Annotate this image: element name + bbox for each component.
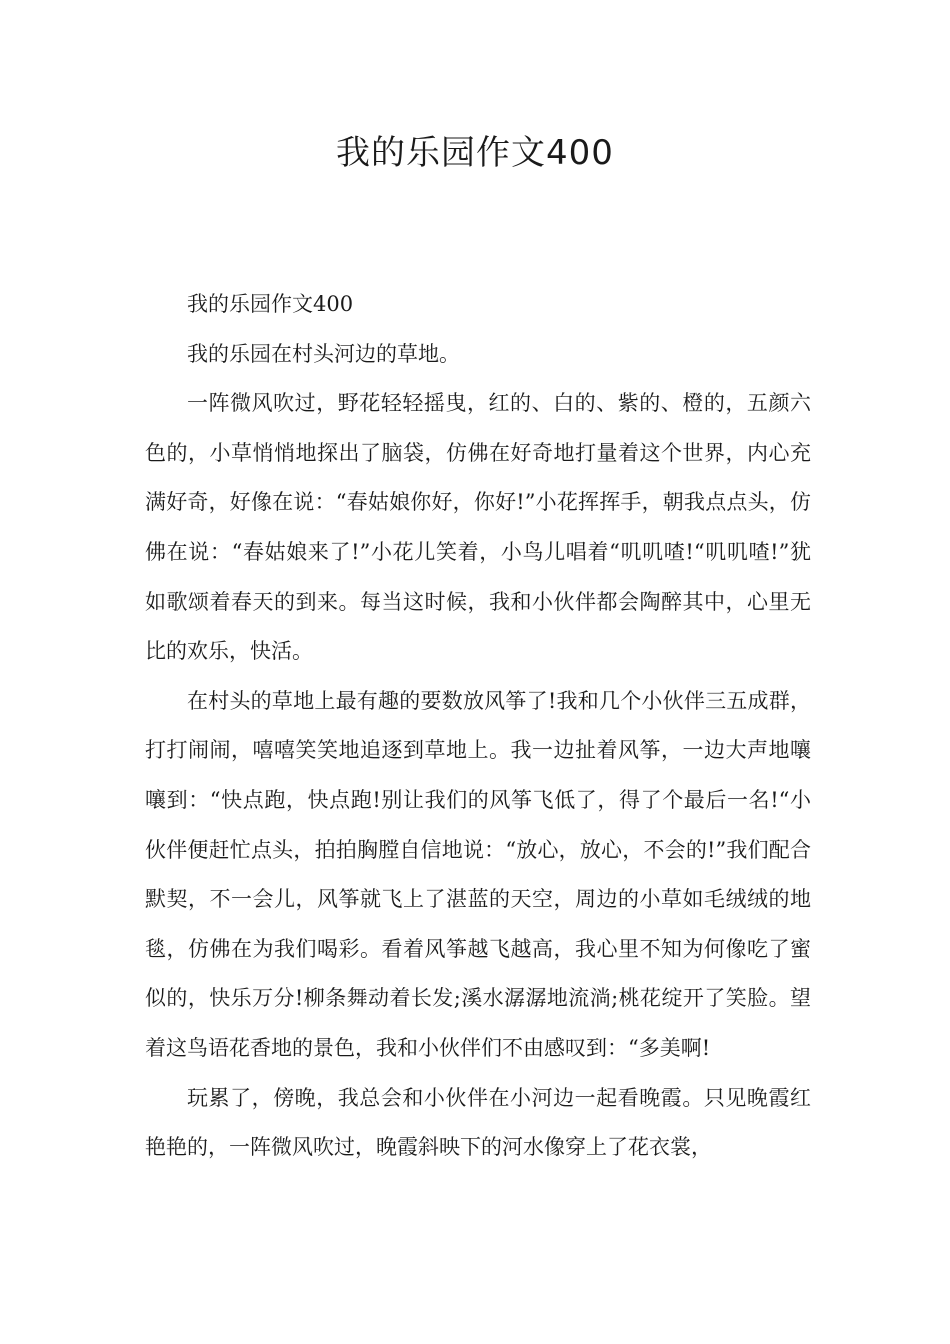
document-body bbox=[145, 280, 811, 1173]
document-title: 我的乐园作文400 bbox=[336, 133, 614, 173]
paragraph-intro: 我的乐园在村头河边的草地。 bbox=[187, 341, 460, 366]
paragraph-spring-breeze: 一阵微风吹过，野花轻轻摇曳，红的、白的、紫的、橙的，五颜六色的，小草悄悄地探出了脑袋，仿佛在好奇地打量着这个世界，内心充满好奇，好像在说：“春姑娘你好，你好!”小花挥挥手，朝我点点头，仿佛在说：“春姑娘来了!”小花儿笑着，小鸟儿唱着“叽叽喳!“叽叽喳!”犹如歌颂着春天的到来。每当这时候，我和小伙伴都会陶醉其中，心里无比的欢乐，快活。 bbox=[145, 391, 811, 664]
paragraph-subtitle: 我的乐园作文400 bbox=[187, 292, 354, 316]
paragraph-kite-flying: 在村头的草地上最有趣的要数放风筝了!我和几个小伙伴三五成群，打打闹闹，嘻嘻笑笑地追逐到草地上。我一边扯着风筝，一边大声地嚷嚷到：“快点跑，快点跑!别让我们的风筝飞低了，得了个最后一名!“小伙伴便赶忙点头，拍拍胸膛自信地说：“放心，放心，不会的!”我们配合默契，不一会儿，风筝就飞上了湛蓝的天空，周边的小草如毛绒绒的地毯，仿佛在为我们喝彩。看着风筝越飞越高，我心里不知为何像吃了蜜似的，快乐万分!柳条舞动着长发;溪水潺潺地流淌;桃花绽开了笑脸。望着这鸟语花香地的景色，我和小伙伴们不由感叹到：“多美啊! bbox=[145, 688, 811, 1060]
paragraph-sunset: 玩累了，傍晚，我总会和小伙伴在小河边一起看晚霞。只见晚霞红艳艳的，一阵微风吹过，晚霞斜映下的河水像穿上了花衣裳， bbox=[145, 1085, 811, 1160]
